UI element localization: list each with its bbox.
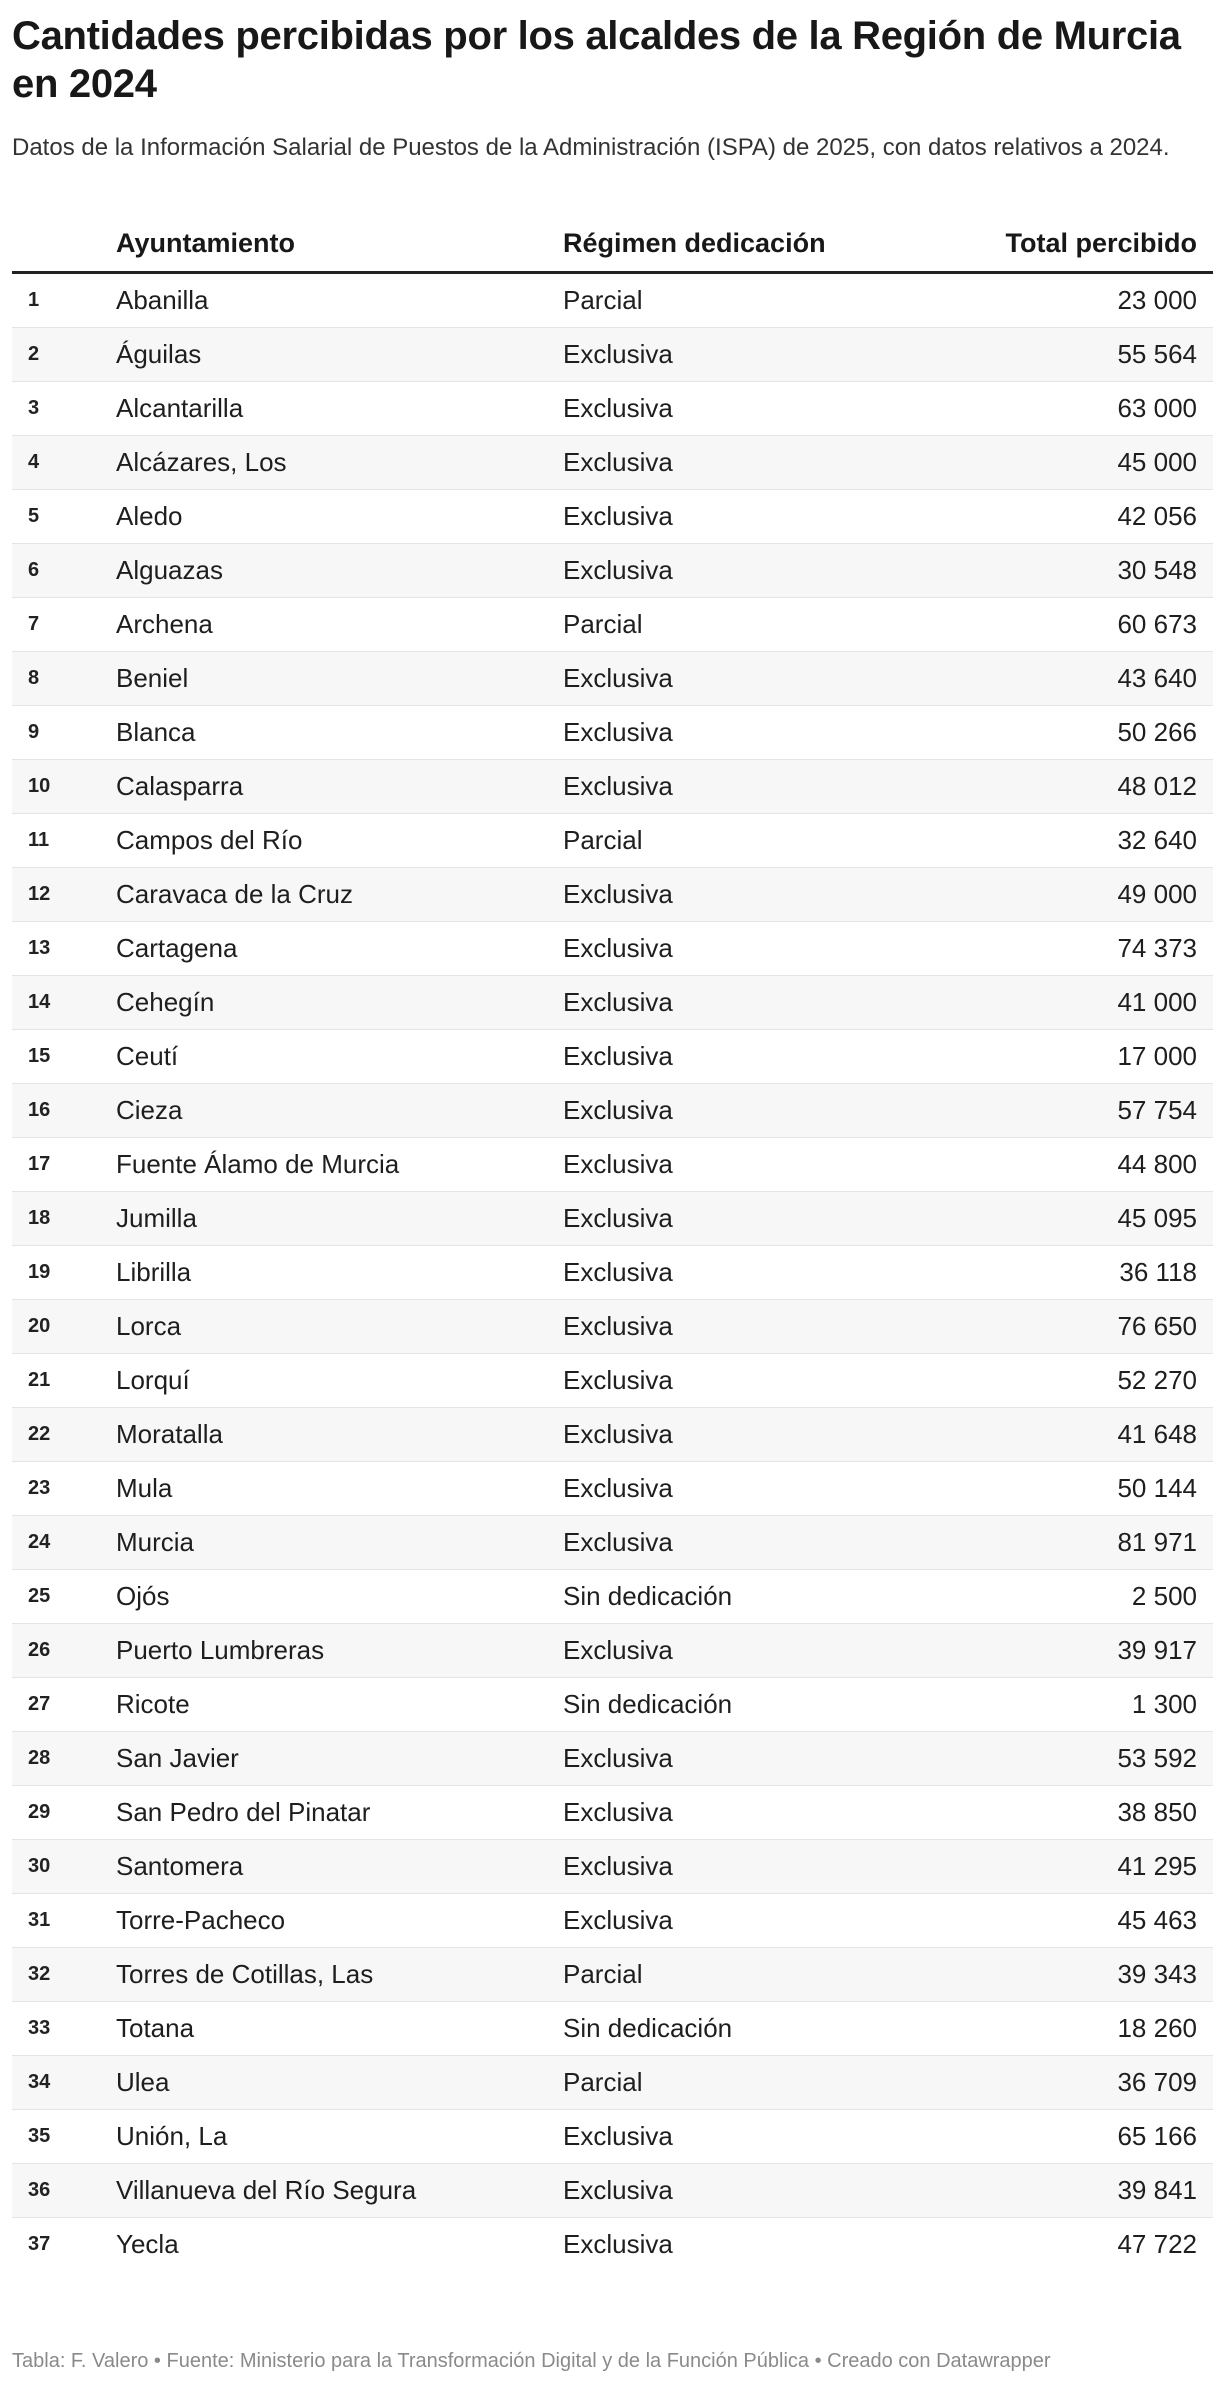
cell-ayuntamiento: Cartagena xyxy=(116,922,563,976)
cell-ayuntamiento: Abanilla xyxy=(116,273,563,328)
table-row xyxy=(12,382,1213,436)
cell-total: 50 266 xyxy=(973,706,1213,760)
cell-ayuntamiento: Yecla xyxy=(116,2229,179,2259)
cell-rank: 35 xyxy=(12,2110,116,2164)
cell-regimen: Exclusiva xyxy=(563,328,973,382)
cell-ayuntamiento: Alcázares, Los xyxy=(116,436,563,490)
cell-regimen: Exclusiva xyxy=(563,760,973,814)
cell-ayuntamiento: Ojós xyxy=(116,1570,563,1624)
cell-regimen: Exclusiva xyxy=(563,1354,973,1408)
cell-total: 36 709 xyxy=(973,2056,1213,2110)
cell-total: 36 118 xyxy=(973,1246,1213,1300)
cell-total: 81 971 xyxy=(973,1516,1213,1570)
cell-total: 2 500 xyxy=(973,1570,1213,1624)
cell-total: 65 166 xyxy=(973,2110,1213,2164)
cell-regimen: Sin dedicación xyxy=(563,1570,973,1624)
cell-ayuntamiento: Puerto Lumbreras xyxy=(116,1624,563,1678)
cell-ayuntamiento: Cieza xyxy=(116,1084,563,1138)
table-row xyxy=(12,544,1213,598)
cell-ayuntamiento: Lorquí xyxy=(116,1354,563,1408)
cell-rank: 29 xyxy=(12,1786,116,1840)
cell-rank: 30 xyxy=(12,1840,116,1894)
cell-rank: 4 xyxy=(12,436,116,490)
cell-rank: 13 xyxy=(12,922,116,976)
cell-total: 63 000 xyxy=(973,382,1213,436)
cell-rank: 11 xyxy=(12,814,116,868)
table-row xyxy=(12,2164,1213,2218)
cell-regimen: Exclusiva xyxy=(563,922,973,976)
cell-regimen: Exclusiva xyxy=(563,382,973,436)
cell-regimen: Parcial xyxy=(563,598,973,652)
table-row xyxy=(12,1300,1213,1354)
cell-rank: 15 xyxy=(12,1030,116,1084)
cell-total: 41 295 xyxy=(973,1840,1213,1894)
cell-total: 47 722 xyxy=(1117,2229,1197,2259)
cell-ayuntamiento: Caravaca de la Cruz xyxy=(116,868,563,922)
table-row xyxy=(12,1138,1213,1192)
table-row xyxy=(12,436,1213,490)
table-row xyxy=(12,2002,1213,2056)
cell-regimen: Exclusiva xyxy=(563,2164,973,2218)
header-regimen[interactable]: Régimen dedicación xyxy=(563,215,973,273)
cell-rank: 3 xyxy=(12,382,116,436)
cell-total: 1 300 xyxy=(973,1678,1213,1732)
cell-rank: 20 xyxy=(12,1300,116,1354)
header-rank[interactable] xyxy=(12,215,116,273)
cell-total: 45 000 xyxy=(973,436,1213,490)
table-row xyxy=(12,490,1213,544)
cell-ayuntamiento: Lorca xyxy=(116,1300,563,1354)
table-row xyxy=(12,868,1213,922)
cell-total: 53 592 xyxy=(973,1732,1213,1786)
table-body xyxy=(12,273,1213,2272)
cell-ayuntamiento: Campos del Río xyxy=(116,814,563,868)
cell-rank: 28 xyxy=(12,1732,116,1786)
cell-ayuntamiento: Calasparra xyxy=(116,760,563,814)
cell-rank: 25 xyxy=(12,1570,116,1624)
cell-rank: 9 xyxy=(12,706,116,760)
cell-total: 23 000 xyxy=(973,273,1213,328)
table-row xyxy=(12,1354,1213,1408)
table-row xyxy=(12,976,1213,1030)
cell-regimen: Exclusiva xyxy=(563,1894,973,1948)
cell-regimen: Exclusiva xyxy=(563,1840,973,1894)
header-total[interactable]: Total percibido xyxy=(973,215,1213,273)
table-row xyxy=(12,1408,1213,1462)
cell-regimen: Exclusiva xyxy=(563,1030,973,1084)
cell-rank: 14 xyxy=(12,976,116,1030)
cell-total: 38 850 xyxy=(973,1786,1213,1840)
table-row xyxy=(12,2056,1213,2110)
cell-regimen: Exclusiva xyxy=(563,1408,973,1462)
cell-regimen: Parcial xyxy=(563,2056,973,2110)
cell-regimen: Parcial xyxy=(563,273,973,328)
cell-regimen: Exclusiva xyxy=(563,706,973,760)
cell-rank: 27 xyxy=(12,1678,116,1732)
cell-ayuntamiento: Jumilla xyxy=(116,1192,563,1246)
cell-ayuntamiento: Archena xyxy=(116,598,563,652)
cell-total: 49 000 xyxy=(973,868,1213,922)
cell-rank: 33 xyxy=(12,2002,116,2056)
cell-regimen: Exclusiva xyxy=(563,1516,973,1570)
cell-ayuntamiento: Ceutí xyxy=(116,1030,563,1084)
table-row xyxy=(12,922,1213,976)
table-header-row xyxy=(12,215,1213,273)
cell-ayuntamiento: Torres de Cotillas, Las xyxy=(116,1948,563,2002)
cell-total: 39 841 xyxy=(973,2164,1213,2218)
cell-rank: 22 xyxy=(12,1408,116,1462)
table-row xyxy=(12,1462,1213,1516)
cell-ayuntamiento: Mula xyxy=(116,1462,563,1516)
cell-rank: 2 xyxy=(12,328,116,382)
cell-ayuntamiento: San Javier xyxy=(116,1732,563,1786)
table-row xyxy=(12,273,1213,328)
cell-total: 74 373 xyxy=(973,922,1213,976)
cell-ayuntamiento: Totana xyxy=(116,2002,563,2056)
cell-total: 18 260 xyxy=(973,2002,1213,2056)
cell-ayuntamiento: Ulea xyxy=(116,2056,563,2110)
cell-total: 48 012 xyxy=(973,760,1213,814)
cell-regimen: Exclusiva xyxy=(563,1462,973,1516)
table-row xyxy=(12,1786,1213,1840)
cell-rank: 7 xyxy=(12,598,116,652)
cell-ayuntamiento: Murcia xyxy=(116,1516,563,1570)
cell-ayuntamiento: Ricote xyxy=(116,1678,563,1732)
cell-ayuntamiento: Unión, La xyxy=(116,2110,563,2164)
cell-total: 57 754 xyxy=(973,1084,1213,1138)
cell-rank: 36 xyxy=(12,2164,116,2218)
cell-total: 76 650 xyxy=(973,1300,1213,1354)
cell-ayuntamiento: Moratalla xyxy=(116,1408,563,1462)
cell-rank: 34 xyxy=(12,2056,116,2110)
cell-total: 39 343 xyxy=(973,1948,1213,2002)
cell-rank: 10 xyxy=(12,760,116,814)
table-row xyxy=(12,1732,1213,1786)
cell-total: 41 000 xyxy=(973,976,1213,1030)
cell-rank: 37 xyxy=(28,2233,51,2255)
cell-ayuntamiento: Fuente Álamo de Murcia xyxy=(116,1138,563,1192)
cell-total: 32 640 xyxy=(973,814,1213,868)
cell-rank: 21 xyxy=(12,1354,116,1408)
table-row xyxy=(12,1948,1213,2002)
cell-regimen: Exclusiva xyxy=(563,436,973,490)
cell-total: 45 463 xyxy=(973,1894,1213,1948)
table-row xyxy=(12,1840,1213,1894)
table-chart xyxy=(12,0,1213,2271)
cell-ayuntamiento: Villanueva del Río Segura xyxy=(116,2164,563,2218)
table-row xyxy=(12,1624,1213,1678)
cell-ayuntamiento: Torre-Pacheco xyxy=(116,1894,563,1948)
cell-regimen: Exclusiva xyxy=(563,490,973,544)
table-row xyxy=(12,2110,1213,2164)
cell-ayuntamiento: Blanca xyxy=(116,706,563,760)
cell-rank: 17 xyxy=(12,1138,116,1192)
cell-regimen: Exclusiva xyxy=(563,544,973,598)
cell-regimen: Exclusiva xyxy=(563,1138,973,1192)
table-row xyxy=(12,1570,1213,1624)
table-row xyxy=(12,706,1213,760)
cell-total: 50 144 xyxy=(973,1462,1213,1516)
cell-total: 41 648 xyxy=(973,1408,1213,1462)
cell-rank: 1 xyxy=(12,273,116,328)
table-row xyxy=(12,652,1213,706)
cell-regimen: Exclusiva xyxy=(563,868,973,922)
header-ayuntamiento[interactable]: Ayuntamiento xyxy=(116,215,563,273)
data-table xyxy=(12,215,1213,2271)
table-row xyxy=(12,2218,1213,2272)
chart-title: Cantidades percibidas por los alcaldes de la Región de Murcia en 2024 xyxy=(12,14,1181,106)
cell-ayuntamiento: Aledo xyxy=(116,490,563,544)
cell-regimen: Exclusiva xyxy=(563,2110,973,2164)
cell-ayuntamiento: Santomera xyxy=(116,1840,563,1894)
cell-regimen: Exclusiva xyxy=(563,2229,673,2259)
cell-ayuntamiento: Librilla xyxy=(116,1246,563,1300)
cell-total: 55 564 xyxy=(973,328,1213,382)
cell-total: 45 095 xyxy=(973,1192,1213,1246)
cell-regimen: Sin dedicación xyxy=(563,2002,973,2056)
cell-total: 52 270 xyxy=(973,1354,1213,1408)
table-row xyxy=(12,760,1213,814)
cell-regimen: Exclusiva xyxy=(563,1246,973,1300)
cell-rank: 23 xyxy=(12,1462,116,1516)
cell-regimen: Exclusiva xyxy=(563,1300,973,1354)
cell-ayuntamiento: Águilas xyxy=(116,328,563,382)
cell-regimen: Exclusiva xyxy=(563,1786,973,1840)
cell-total: 60 673 xyxy=(973,598,1213,652)
cell-rank: 16 xyxy=(12,1084,116,1138)
cell-rank: 19 xyxy=(12,1246,116,1300)
cell-regimen: Exclusiva xyxy=(563,976,973,1030)
cell-ayuntamiento: Beniel xyxy=(116,652,563,706)
table-row xyxy=(12,1030,1213,1084)
cell-ayuntamiento: Alcantarilla xyxy=(116,382,563,436)
cell-ayuntamiento: San Pedro del Pinatar xyxy=(116,1786,563,1840)
cell-rank: 31 xyxy=(12,1894,116,1948)
cell-regimen: Exclusiva xyxy=(563,1624,973,1678)
table-row xyxy=(12,1516,1213,1570)
chart-subtitle: Datos de la Información Salarial de Puestos de la Administración (ISPA) de 2025, con datos relativos a 2024. xyxy=(12,134,1170,161)
cell-rank: 18 xyxy=(12,1192,116,1246)
cell-regimen: Exclusiva xyxy=(563,1084,973,1138)
cell-total: 17 000 xyxy=(973,1030,1213,1084)
table-row xyxy=(12,1192,1213,1246)
cell-rank: 24 xyxy=(12,1516,116,1570)
table-row xyxy=(12,1678,1213,1732)
cell-rank: 26 xyxy=(12,1624,116,1678)
cell-regimen: Exclusiva xyxy=(563,1732,973,1786)
cell-regimen: Parcial xyxy=(563,1948,973,2002)
cell-total: 30 548 xyxy=(973,544,1213,598)
cell-total: 42 056 xyxy=(973,490,1213,544)
table-row xyxy=(12,1894,1213,1948)
chart-footer: Tabla: F. Valero • Fuente: Ministerio para la Transformación Digital y de la Función Pública • Creado con Datawrapper xyxy=(12,2350,1051,2372)
cell-total: 43 640 xyxy=(973,652,1213,706)
cell-rank: 5 xyxy=(12,490,116,544)
cell-total: 44 800 xyxy=(973,1138,1213,1192)
table-row xyxy=(12,328,1213,382)
cell-rank: 32 xyxy=(12,1948,116,2002)
cell-regimen: Sin dedicación xyxy=(563,1678,973,1732)
cell-ayuntamiento: Cehegín xyxy=(116,976,563,1030)
cell-ayuntamiento: Alguazas xyxy=(116,544,563,598)
cell-rank: 12 xyxy=(12,868,116,922)
cell-rank: 6 xyxy=(12,544,116,598)
table-row xyxy=(12,814,1213,868)
table-row xyxy=(12,1246,1213,1300)
cell-rank: 8 xyxy=(12,652,116,706)
table-row xyxy=(12,598,1213,652)
cell-regimen: Parcial xyxy=(563,814,973,868)
cell-regimen: Exclusiva xyxy=(563,652,973,706)
cell-regimen: Exclusiva xyxy=(563,1192,973,1246)
cell-total: 39 917 xyxy=(973,1624,1213,1678)
table-row xyxy=(12,1084,1213,1138)
